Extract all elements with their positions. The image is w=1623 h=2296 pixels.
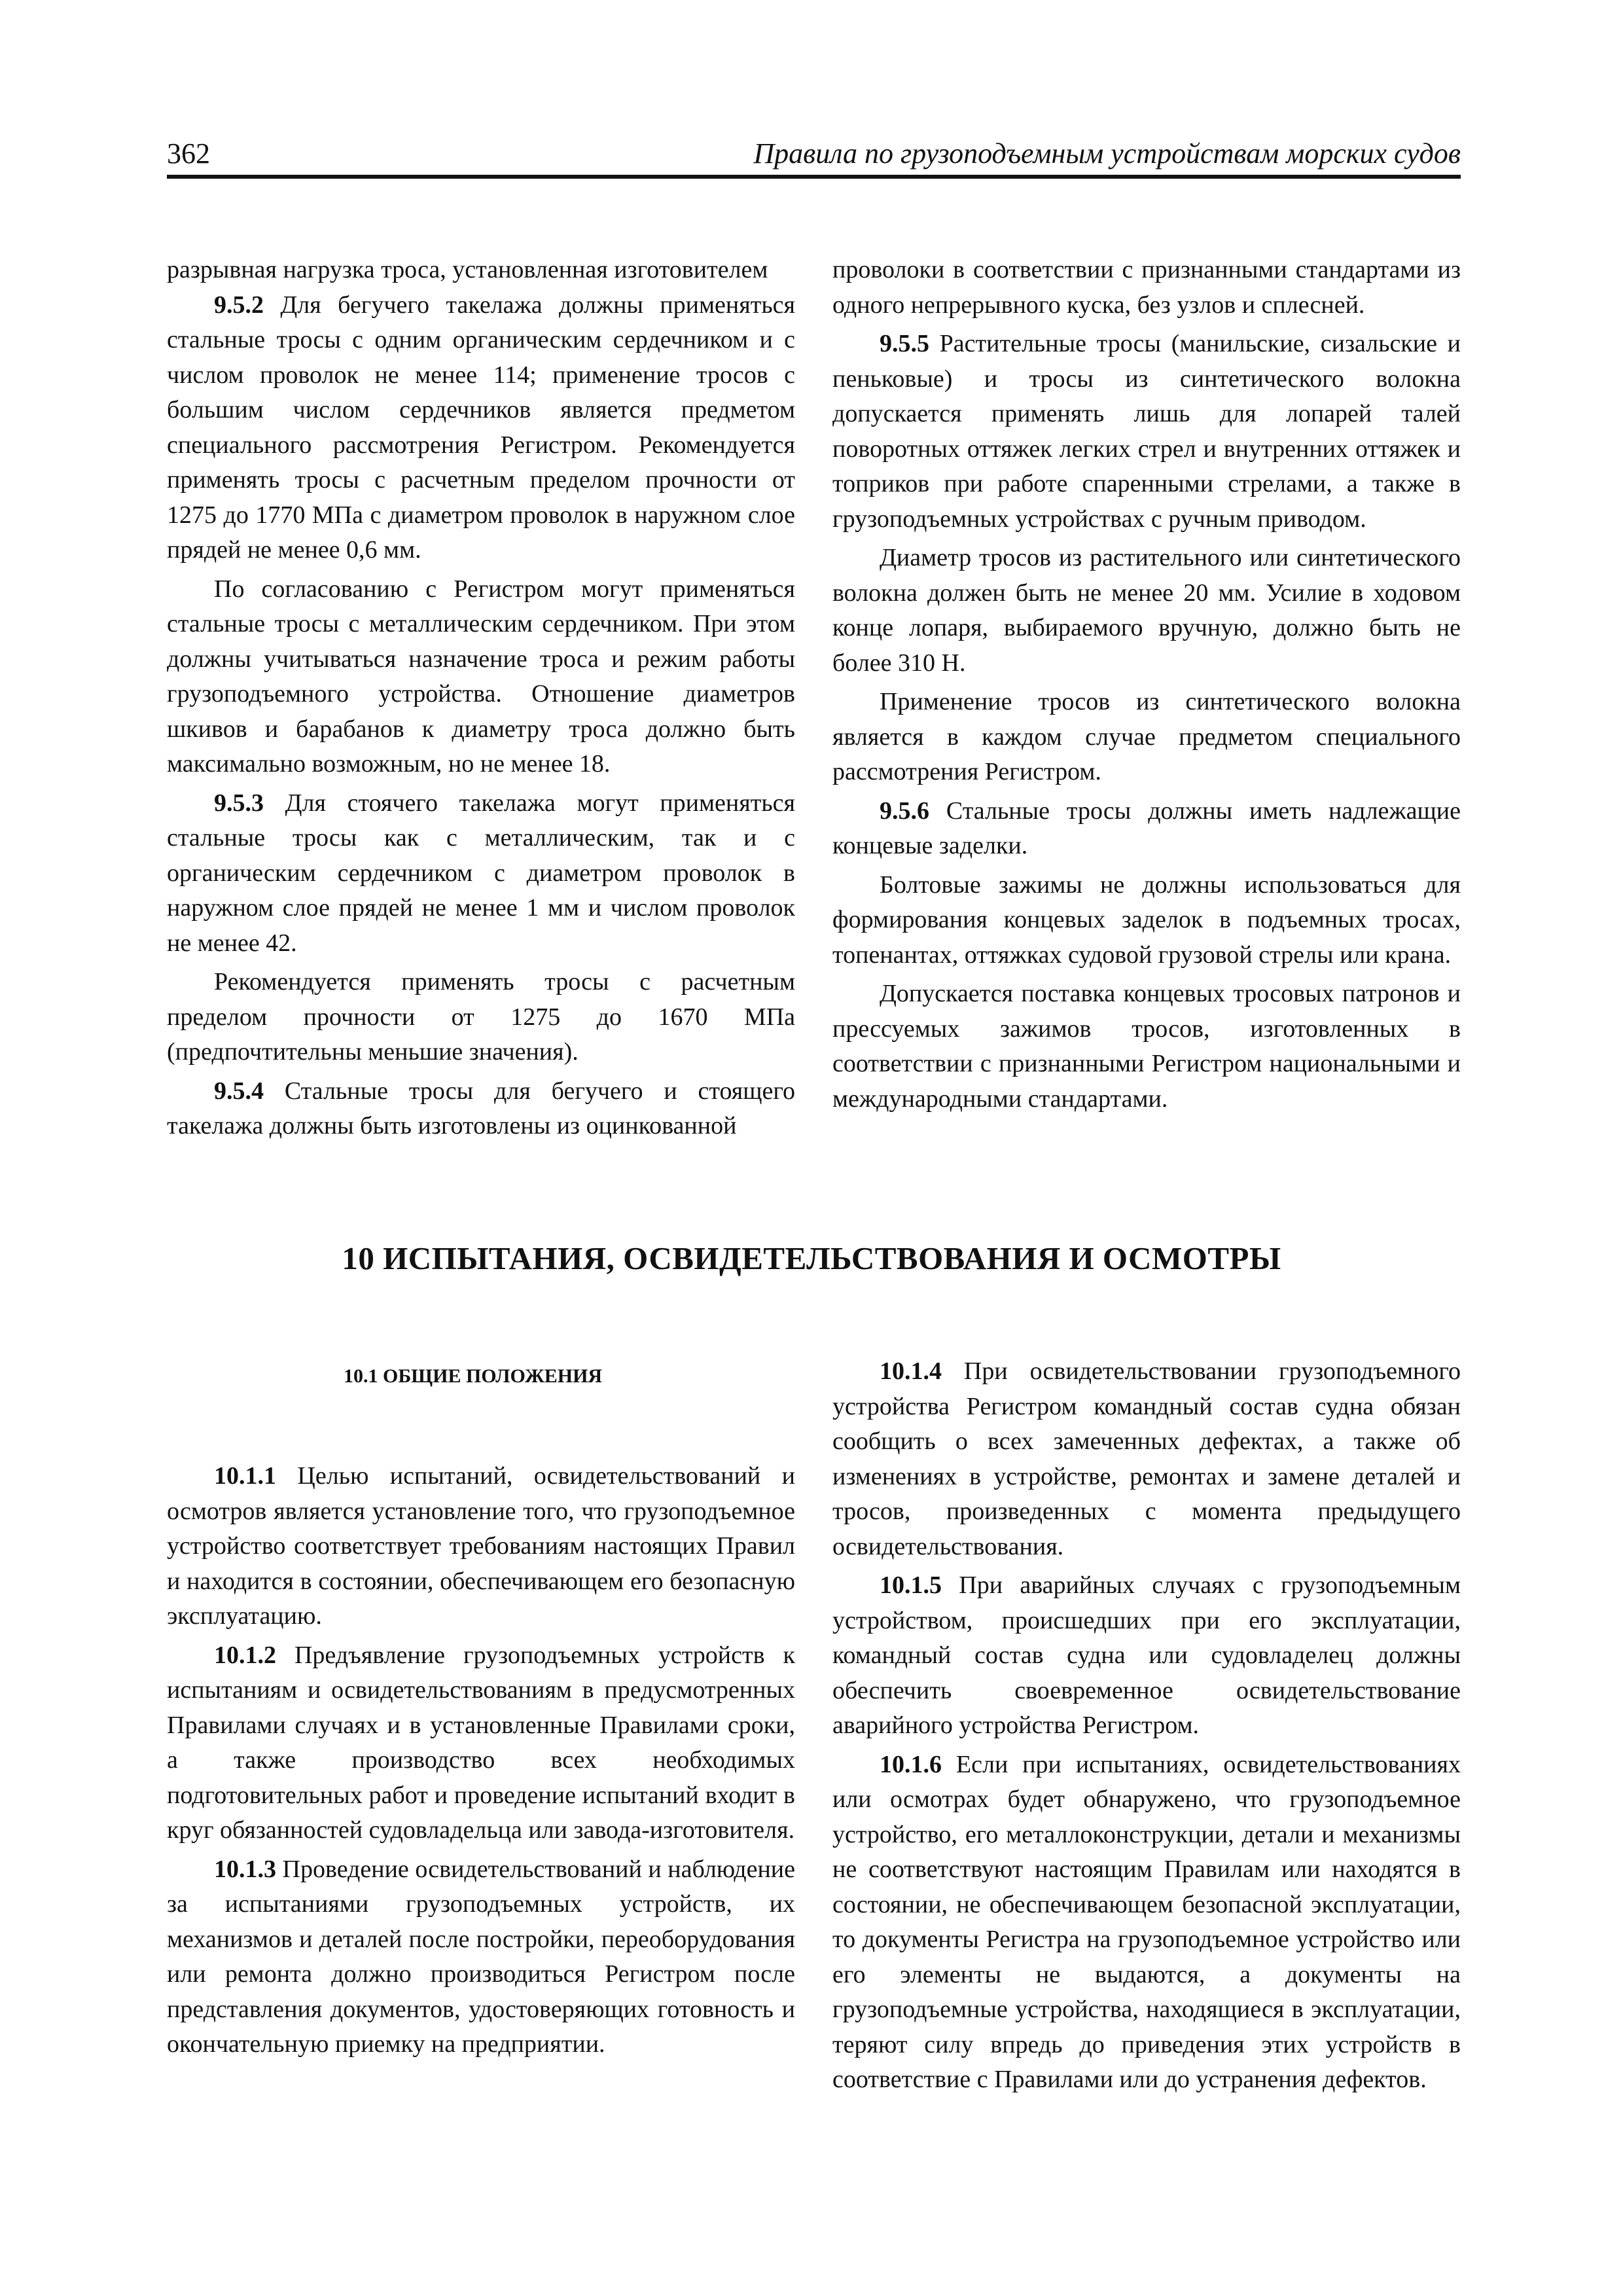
- column-top-right: [832, 253, 1461, 1117]
- paragraph-9-5-3: 9.5.3 Для стоячего такелажа могут применяться стальные тросы как с металлическим, так и с органическим сердечником с диаметром проволок в наружном слое прядей не менее 1 мм и числом проволок не менее 42.: [167, 789, 795, 957]
- column-bottom-left: [167, 1359, 795, 2062]
- section-heading: 10 ИСПЫТАНИЯ, ОСВИДЕТЕЛЬСТВОВАНИЯ И ОСМОТРЫ: [342, 1240, 1281, 1276]
- paragraph-10-1-2: 10.1.2 Предъявление грузоподъемных устройств к испытаниям и освидетельствованиям в предусмотренных Правилами случаях и в установленные Правилами сроки, а также производство всех необходимых подготовительных работ и проведение испытаний входит в круг обязанностей судовладельца или завода-изготовителя.: [167, 1641, 795, 1844]
- column-bottom-right: [832, 1354, 1461, 2098]
- paragraph: По согласованию с Регистром могут применяться стальные тросы с металлическим сердечником. При этом должны учитываться назначение троса и режим работы грузоподъемного устройства. Отношение диаметров шкивов и барабанов к диаметру троса должно быть максимально возможным, но не менее 18.: [167, 575, 795, 778]
- paragraph-9-5-2: 9.5.2 Для бегучего такелажа должны применяться стальные тросы с одним органическим сердечником и с числом проволок не менее 114; применение тросов с большим числом сердечников является предметом специального рассмотрения Регистром. Рекомендуется применять тросы с расчетным пределом прочности от 1275 до 1770 МПа с диаметром проволок в наружном слое прядей не менее 0,6 мм.: [167, 291, 795, 564]
- paragraph: разрывная нагрузка троса, установленная изготовителем: [167, 256, 768, 283]
- paragraph: проволоки в соответствии с признанными стандартами из одного непрерывного куска, без узлов и сплесней.: [832, 256, 1461, 319]
- running-title: Правила по грузоподъемным устройствам морских судов: [753, 137, 1461, 170]
- paragraph: Диаметр тросов из растительного или синтетического волокна должен быть не менее 20 мм. Усилие в ходовом конце лопаря, выбираемого вручную, должно быть не более 310 Н.: [832, 544, 1461, 677]
- paragraph-10-1-1: 10.1.1 Целью испытаний, освидетельствований и осмотров является установление того, что грузоподъемное устройство соответствует требованиям настоящих Правил и находится в состоянии, обеспечивающем его безопасную эксплуатацию.: [167, 1462, 795, 1630]
- column-top-left: [167, 253, 795, 1144]
- paragraph-9-5-6: 9.5.6 Стальные тросы должны иметь надлежащие концевые заделки.: [832, 797, 1461, 859]
- paragraph: Допускается поставка концевых тросовых патронов и прессуемых зажимов тросов, изготовленных в соответствии с признанными Регистром национальными и международными стандартами.: [832, 980, 1461, 1113]
- page-header: [167, 134, 1461, 179]
- paragraph: Рекомендуется применять тросы с расчетным пределом прочности от 1275 до 1670 МПа (предпочтительны меньшие значения).: [167, 968, 795, 1066]
- paragraph-10-1-6: 10.1.6 Если при испытаниях, освидетельствованиях или осмотрах будет обнаружено, что грузоподъемное устройство, его металлоконструкции, детали и механизмы не соответствуют настоящим Правилам или находятся в состоянии, не обеспечивающем безопасной эксплуатации, то документы Регистра на грузоподъемное устройство или его элементы не выдаются, а документы на грузоподъемные устройства, находящиеся в эксплуатации, теряют силу впредь до приведения этих устройств в соответствие с Правилами или до устранения дефектов.: [832, 1750, 1461, 2093]
- paragraph-9-5-4: 9.5.4 Стальные тросы для бегучего и стоящего такелажа должны быть изготовлены из оцинкованной: [167, 1077, 795, 1139]
- paragraph-10-1-5: 10.1.5 При аварийных случаях с грузоподъемным устройством, происшедших при его эксплуатации, командный состав судна или судовладелец должны обеспечить своевременное освидетельствование аварийного устройства Регистром.: [832, 1571, 1461, 1739]
- paragraph: Применение тросов из синтетического волокна является в каждом случае предметом специального рассмотрения Регистром.: [832, 688, 1461, 785]
- paragraph: Болтовые зажимы не должны использоваться для формирования концевых заделок в подъемных тросах, топенантах, оттяжках судовой грузовой стрелы или крана.: [832, 870, 1461, 969]
- page-number: 362: [167, 137, 210, 170]
- sub-heading: 10.1 ОБЩИЕ ПОЛОЖЕНИЯ: [344, 1365, 603, 1387]
- paragraph-10-1-3: 10.1.3 Проведение освидетельствований и наблюдение за испытаниями грузоподъемных устройств, их механизмов и деталей после постройки, переоборудования или ремонта должно производиться Регистром после представления документов, удостоверяющих готовность и окончательную приемку на предприятии.: [167, 1855, 795, 2058]
- paragraph-10-1-4: 10.1.4 При освидетельствовании грузоподъемного устройства Регистром командный состав судна обязан сообщить о всех замеченных дефектах, а также об изменениях в устройстве, ремонтах и замене деталей и тросов, произведенных с момента предыдущего освидетельствования.: [832, 1357, 1461, 1560]
- paragraph-9-5-5: 9.5.5 Растительные тросы (манильские, сизальские и пеньковые) и тросы из синтетического волокна допускается применять лишь для лопарей талей поворотных оттяжек легких стрел и внутренних оттяжек и топриков при работе спаренными стрелами, а также в грузоподъемных устройствах с ручным приводом.: [832, 330, 1461, 533]
